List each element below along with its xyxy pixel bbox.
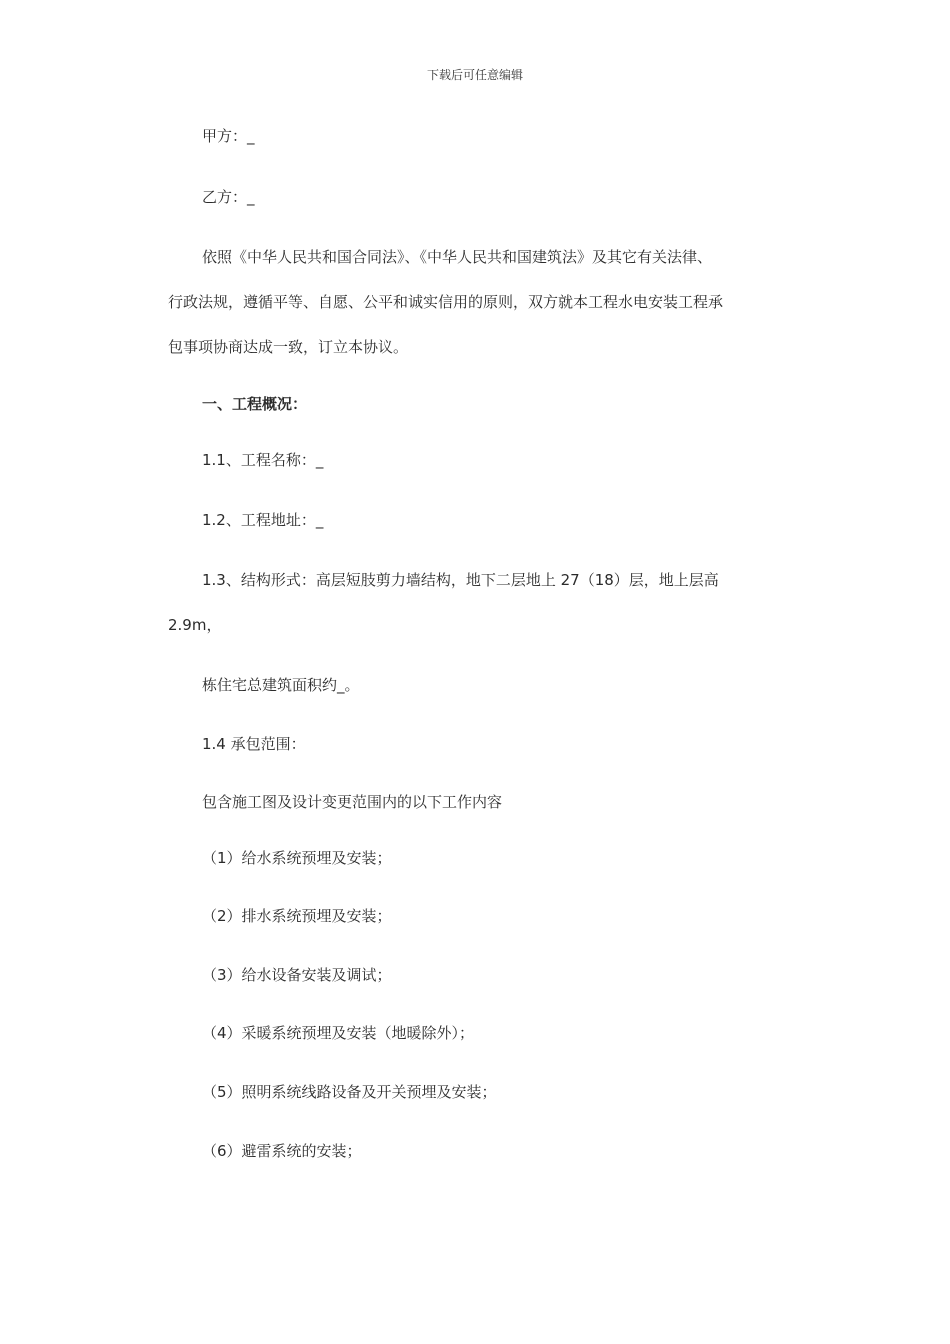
item-1-2: 1.2、工程地址：_ [202,511,324,529]
scope-item-1: （1）给水系统预埋及安装； [202,849,392,867]
scope-item-4: （4）采暖系统预埋及安装（地暖除外）； [202,1024,475,1042]
item-1-3-line-2: 2.9m， [168,616,222,634]
scope-item-6: （6）避雷系统的安装； [202,1142,362,1160]
section-1-title: 一、工程概况： [202,395,308,413]
item-1-4: 1.4 承包范围： [202,735,306,753]
item-1-3-line-1: 1.3、结构形式：高层短肢剪力墙结构，地下二层地上 27（18）层，地上层高 [202,571,719,589]
intro-line-1: 依照《中华人民共和国合同法》、《中华人民共和国建筑法》及其它有关法律、 [202,248,713,266]
scope-item-5: （5）照明系统线路设备及开关预埋及安装； [202,1083,497,1101]
intro-line-3: 包事项协商达成一致，订立本协议。 [168,338,409,356]
header-note: 下载后可任意编辑 [426,68,523,82]
scope-item-3: （3）给水设备安装及调试； [202,966,392,984]
party-a-line: 甲方：_ [202,127,255,145]
item-1-1: 1.1、工程名称：_ [202,451,324,469]
area-line: 栋住宅总建筑面积约_。 [202,676,360,694]
party-b-line: 乙方：_ [202,188,255,206]
scope-item-2: （2）排水系统预埋及安装； [202,907,392,925]
intro-line-2: 行政法规，遵循平等、自愿、公平和诚实信用的原则，双方就本工程水电安装工程承 [168,293,724,311]
scope-intro: 包含施工图及设计变更范围内的以下工作内容 [202,793,503,811]
